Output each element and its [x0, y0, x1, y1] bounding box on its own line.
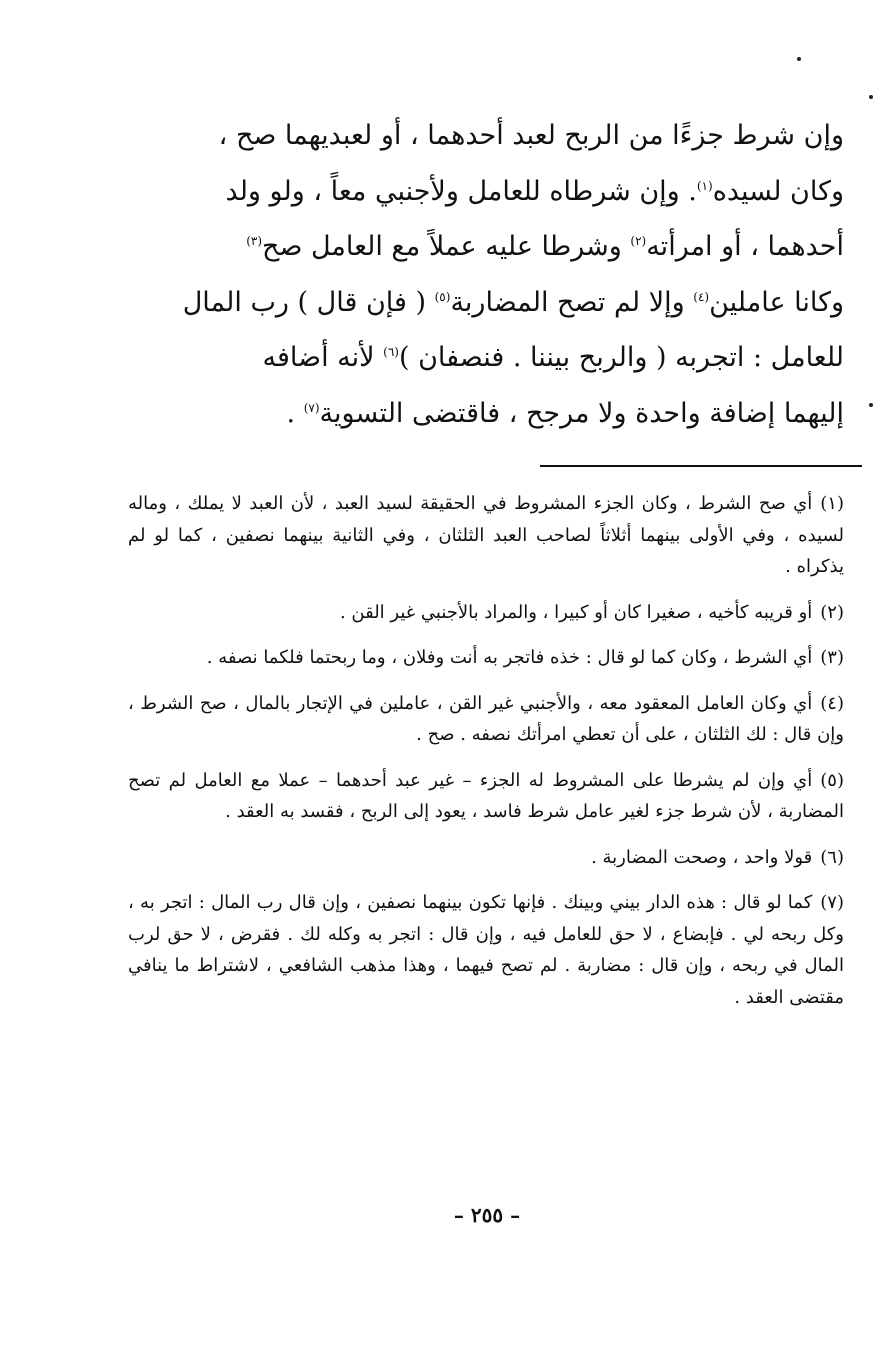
footnote-separator — [540, 465, 862, 467]
footnote — [128, 488, 844, 583]
footnote-text: كما لو قال : هذه الدار بيني وبينك . فإنها تكون بينهما نصفين ، وإن قال رب المال : اتجر به ، وكل ربحه لي . فإبضاع ، لا حق للعامل فيه ، وإن قال : اتجر به وكله لك . فقرض ، لا حق لرب المال في ربحه ، وإن قال : مضاربة . لم تصح فيهما ، وهذا مذهب الشافعي ، لاشتراط ما ينافي مقتضى العقد . — [128, 892, 844, 1008]
footnote — [128, 642, 844, 674]
main-line: وكانا عاملين$^{(٤)}$ وإلا لم تصح المضاربة$^{(٥)}$ ( فإن قال ) رب المال — [182, 286, 844, 318]
footnote-text: أي الشرط ، وكان كما لو قال : خذه فاتجر به أنت وفلان ، وما ربحتما فلكما نصفه . — [206, 647, 813, 668]
scan-dot — [869, 95, 873, 99]
scan-dot — [797, 57, 801, 61]
footnote — [128, 887, 844, 1013]
footnote — [128, 597, 844, 629]
main-line: وكان لسيده$^{(١)}$. وإن شرطاه للعامل ولأجنبي معاً ، ولو ولد — [225, 175, 844, 207]
footnote-ref[interactable]: (٦) — [383, 345, 399, 359]
main-line: وإن شرط جزءًا من الربح لعبد أحدهما ، أو لعبديهما صح ، — [218, 120, 844, 151]
main-line: للعامل : اتجربه ( والربح بيننا . فنصفان )$^{(٦)}$ لأنه أضافه — [262, 342, 844, 373]
main-text — [128, 108, 844, 441]
footnote — [128, 842, 844, 874]
footnote-ref[interactable]: (٧) — [303, 400, 320, 415]
page-number: – ٢٥٥ – — [453, 1203, 521, 1227]
footnote-number: (١) — [820, 493, 844, 514]
footnote-ref[interactable]: (٤) — [693, 289, 710, 304]
footnote-text: قولا واحد ، وصحت المضاربة . — [591, 846, 813, 868]
footnote-text: أي صح الشرط ، وكان الجزء المشروط في الحقيقة لسيد العبد ، لأن العبد لا يملك ، وماله لسيده ، وفي الأولى بينهما أثلاثاً لصاحب العبد الثلثان ، وفي الثانية بينهما نصفين ، كما لو لم يذكراه . — [128, 493, 844, 577]
footnote-number: (٦) — [820, 846, 844, 868]
footnote-text: أي وكان العامل المعقود معه ، والأجنبي غير القن ، عاملين في الإتجار بالمال ، صح الشرط ، وإن قال : لك الثلثان ، على أن تعطي امرأتك نصفه . صح . — [128, 692, 844, 745]
footnote-number: (٧) — [820, 892, 844, 913]
footnote-ref[interactable]: (٢) — [630, 234, 647, 248]
main-line: إليهما إضافة واحدة ولا مرجح ، فاقتضى التسوية$^{(٧)}$ . — [286, 397, 844, 429]
footnote-ref[interactable]: (٥) — [434, 289, 451, 304]
footnote-ref[interactable]: (١) — [696, 178, 713, 193]
scan-dot — [869, 403, 873, 407]
footnote-number: (٣) — [820, 647, 844, 668]
footnote-number: (٥) — [820, 769, 844, 791]
footnotes — [128, 488, 844, 1027]
footnote-number: (٢) — [820, 601, 844, 623]
footnote-number: (٤) — [820, 692, 844, 714]
main-line: أحدهما ، أو امرأته$^{(٢)}$ وشرطا عليه عملاً مع العامل صح$^{(٣)}$ — [246, 231, 844, 262]
footnote-ref[interactable]: (٣) — [246, 234, 263, 248]
footnote-text: أو قريبه كأخيه ، صغيرا كان أو كبيرا ، والمراد بالأجنبي غير القن . — [339, 601, 813, 623]
footnote — [128, 688, 844, 751]
footnote — [128, 765, 844, 828]
footnote-text: أي وإن لم يشرطا على المشروط له الجزء – غير عبد أحدهما – عملا مع العامل لم تصح المضاربة ، لأن شرط جزء لغير عامل شرط فاسد ، يعود إلى الربح ، فقسد به العقد . — [128, 769, 844, 822]
